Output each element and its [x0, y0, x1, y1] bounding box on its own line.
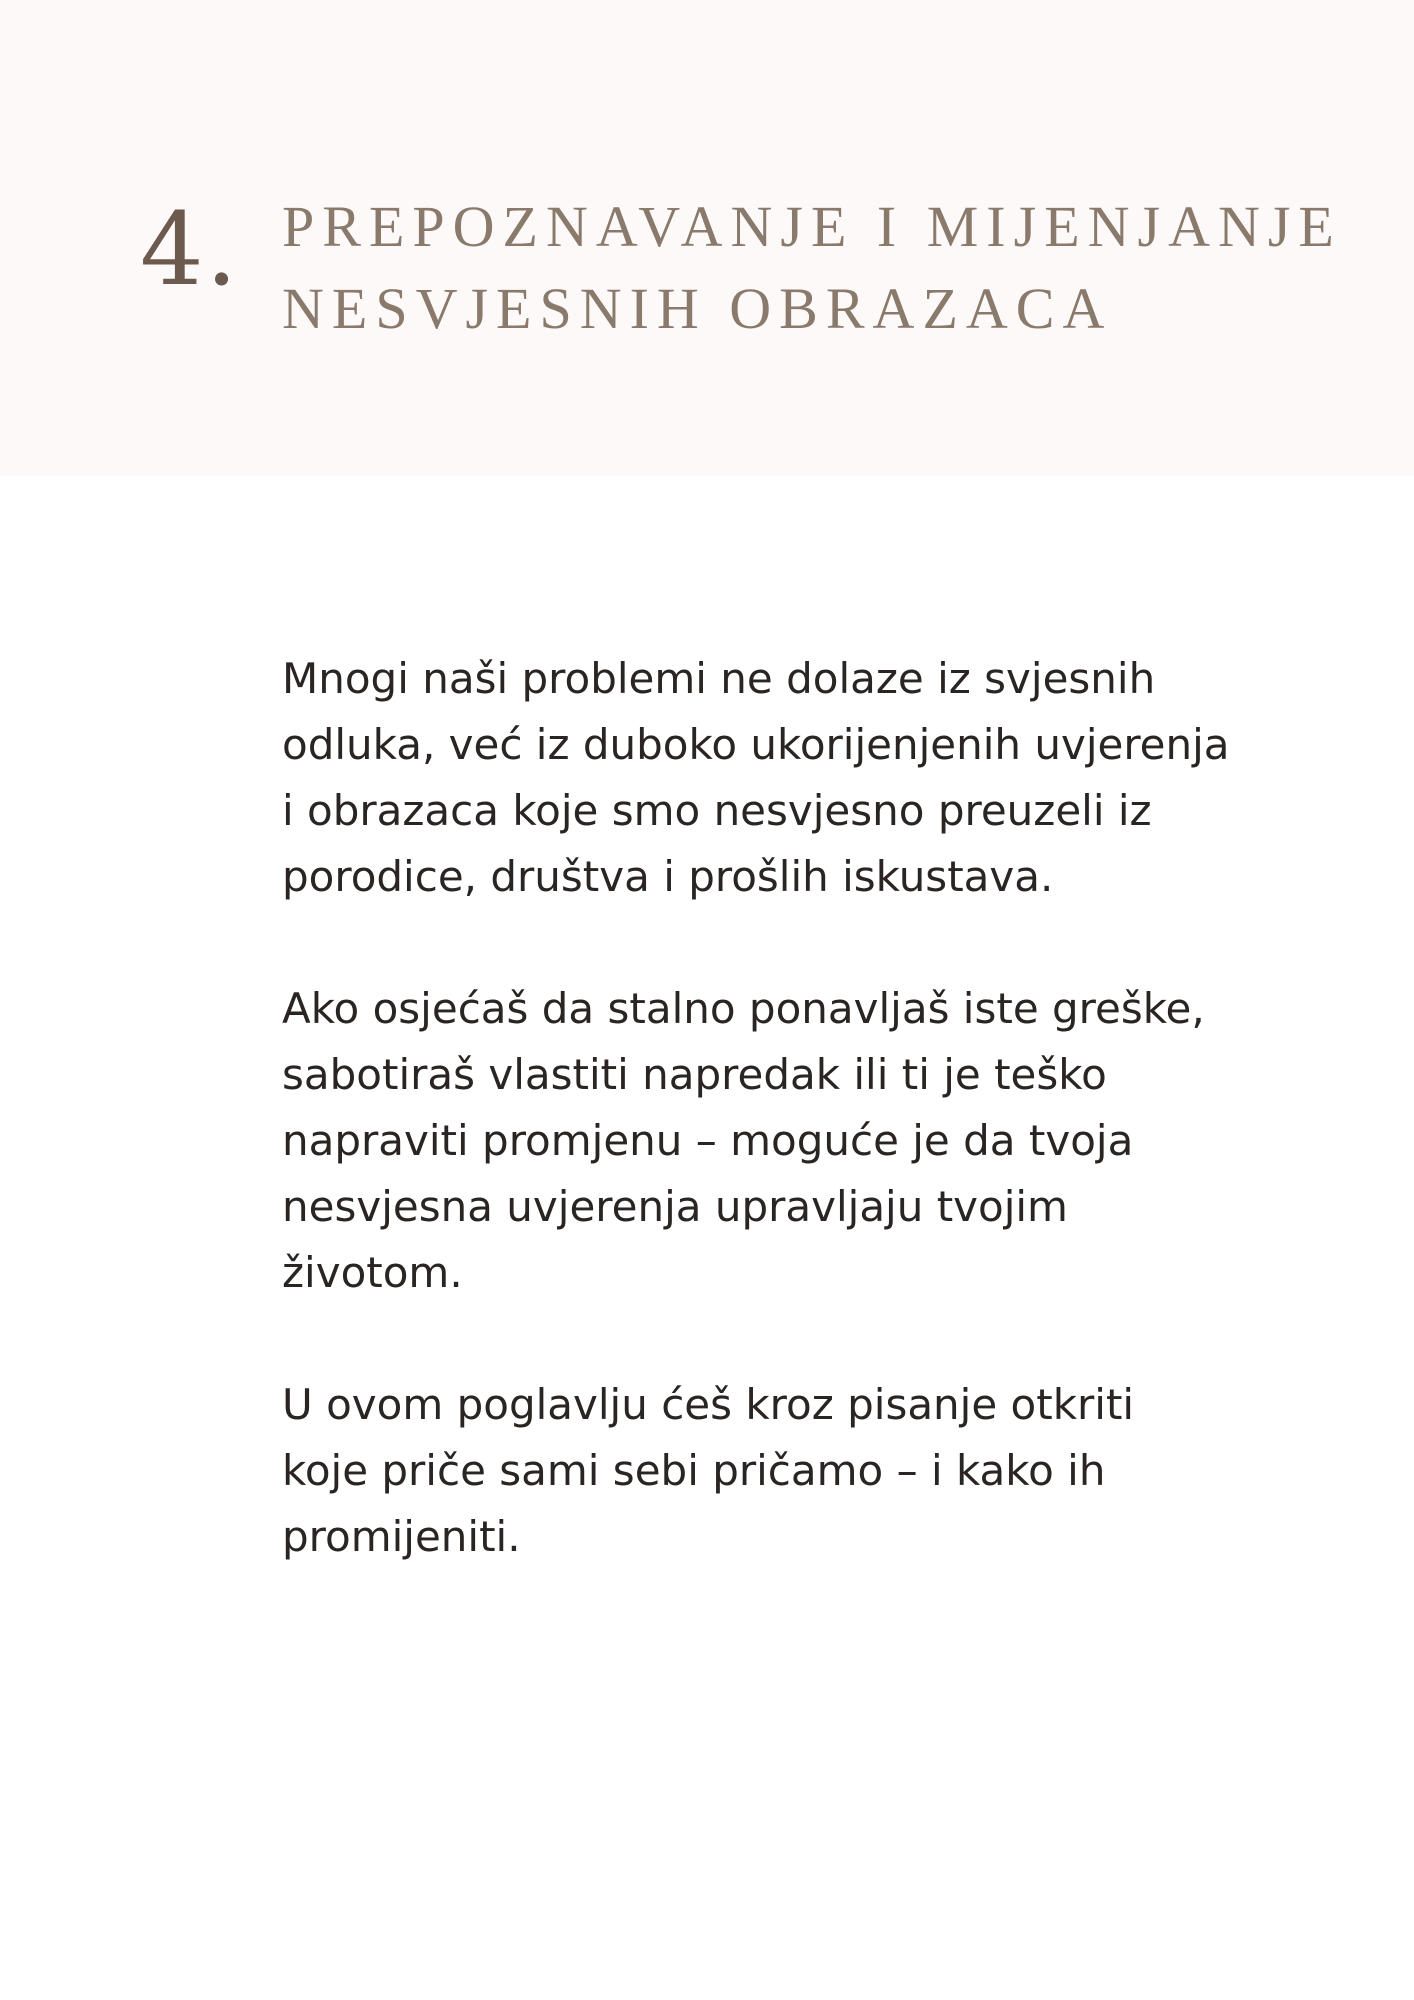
paragraph-patterns: Ako osjećaš da stalno ponavljaš iste greške, sabotiraš vlastiti napredak ili ti je teško napraviti promjenu – moguće je da tvoja nesvjesna uvjerenja upravljaju tvojim životom. [282, 984, 1205, 1297]
paragraph-intro: Mnogi naši problemi ne dolaze iz svjesnih odluka, već iz duboko ukorijenjenih uvjerenja i obrazaca koje smo nesvjesno preuzeli iz porodice, društva i prošlih iskustava. [282, 654, 1230, 901]
body-text [282, 646, 1322, 1636]
paragraph-chapter-goal: U ovom poglavlju ćeš kroz pisanje otkriti koje priče sami sebi pričamo – i kako ih promijeniti. [282, 1380, 1135, 1561]
chapter-title [282, 186, 1382, 350]
chapter-title-line-1: PREPOZNAVANJE I MIJENJANJE [282, 194, 1342, 259]
chapter-title-line-2: NESVJESNIH OBRAZACA [282, 276, 1113, 341]
chapter-number: 4. [140, 191, 240, 308]
